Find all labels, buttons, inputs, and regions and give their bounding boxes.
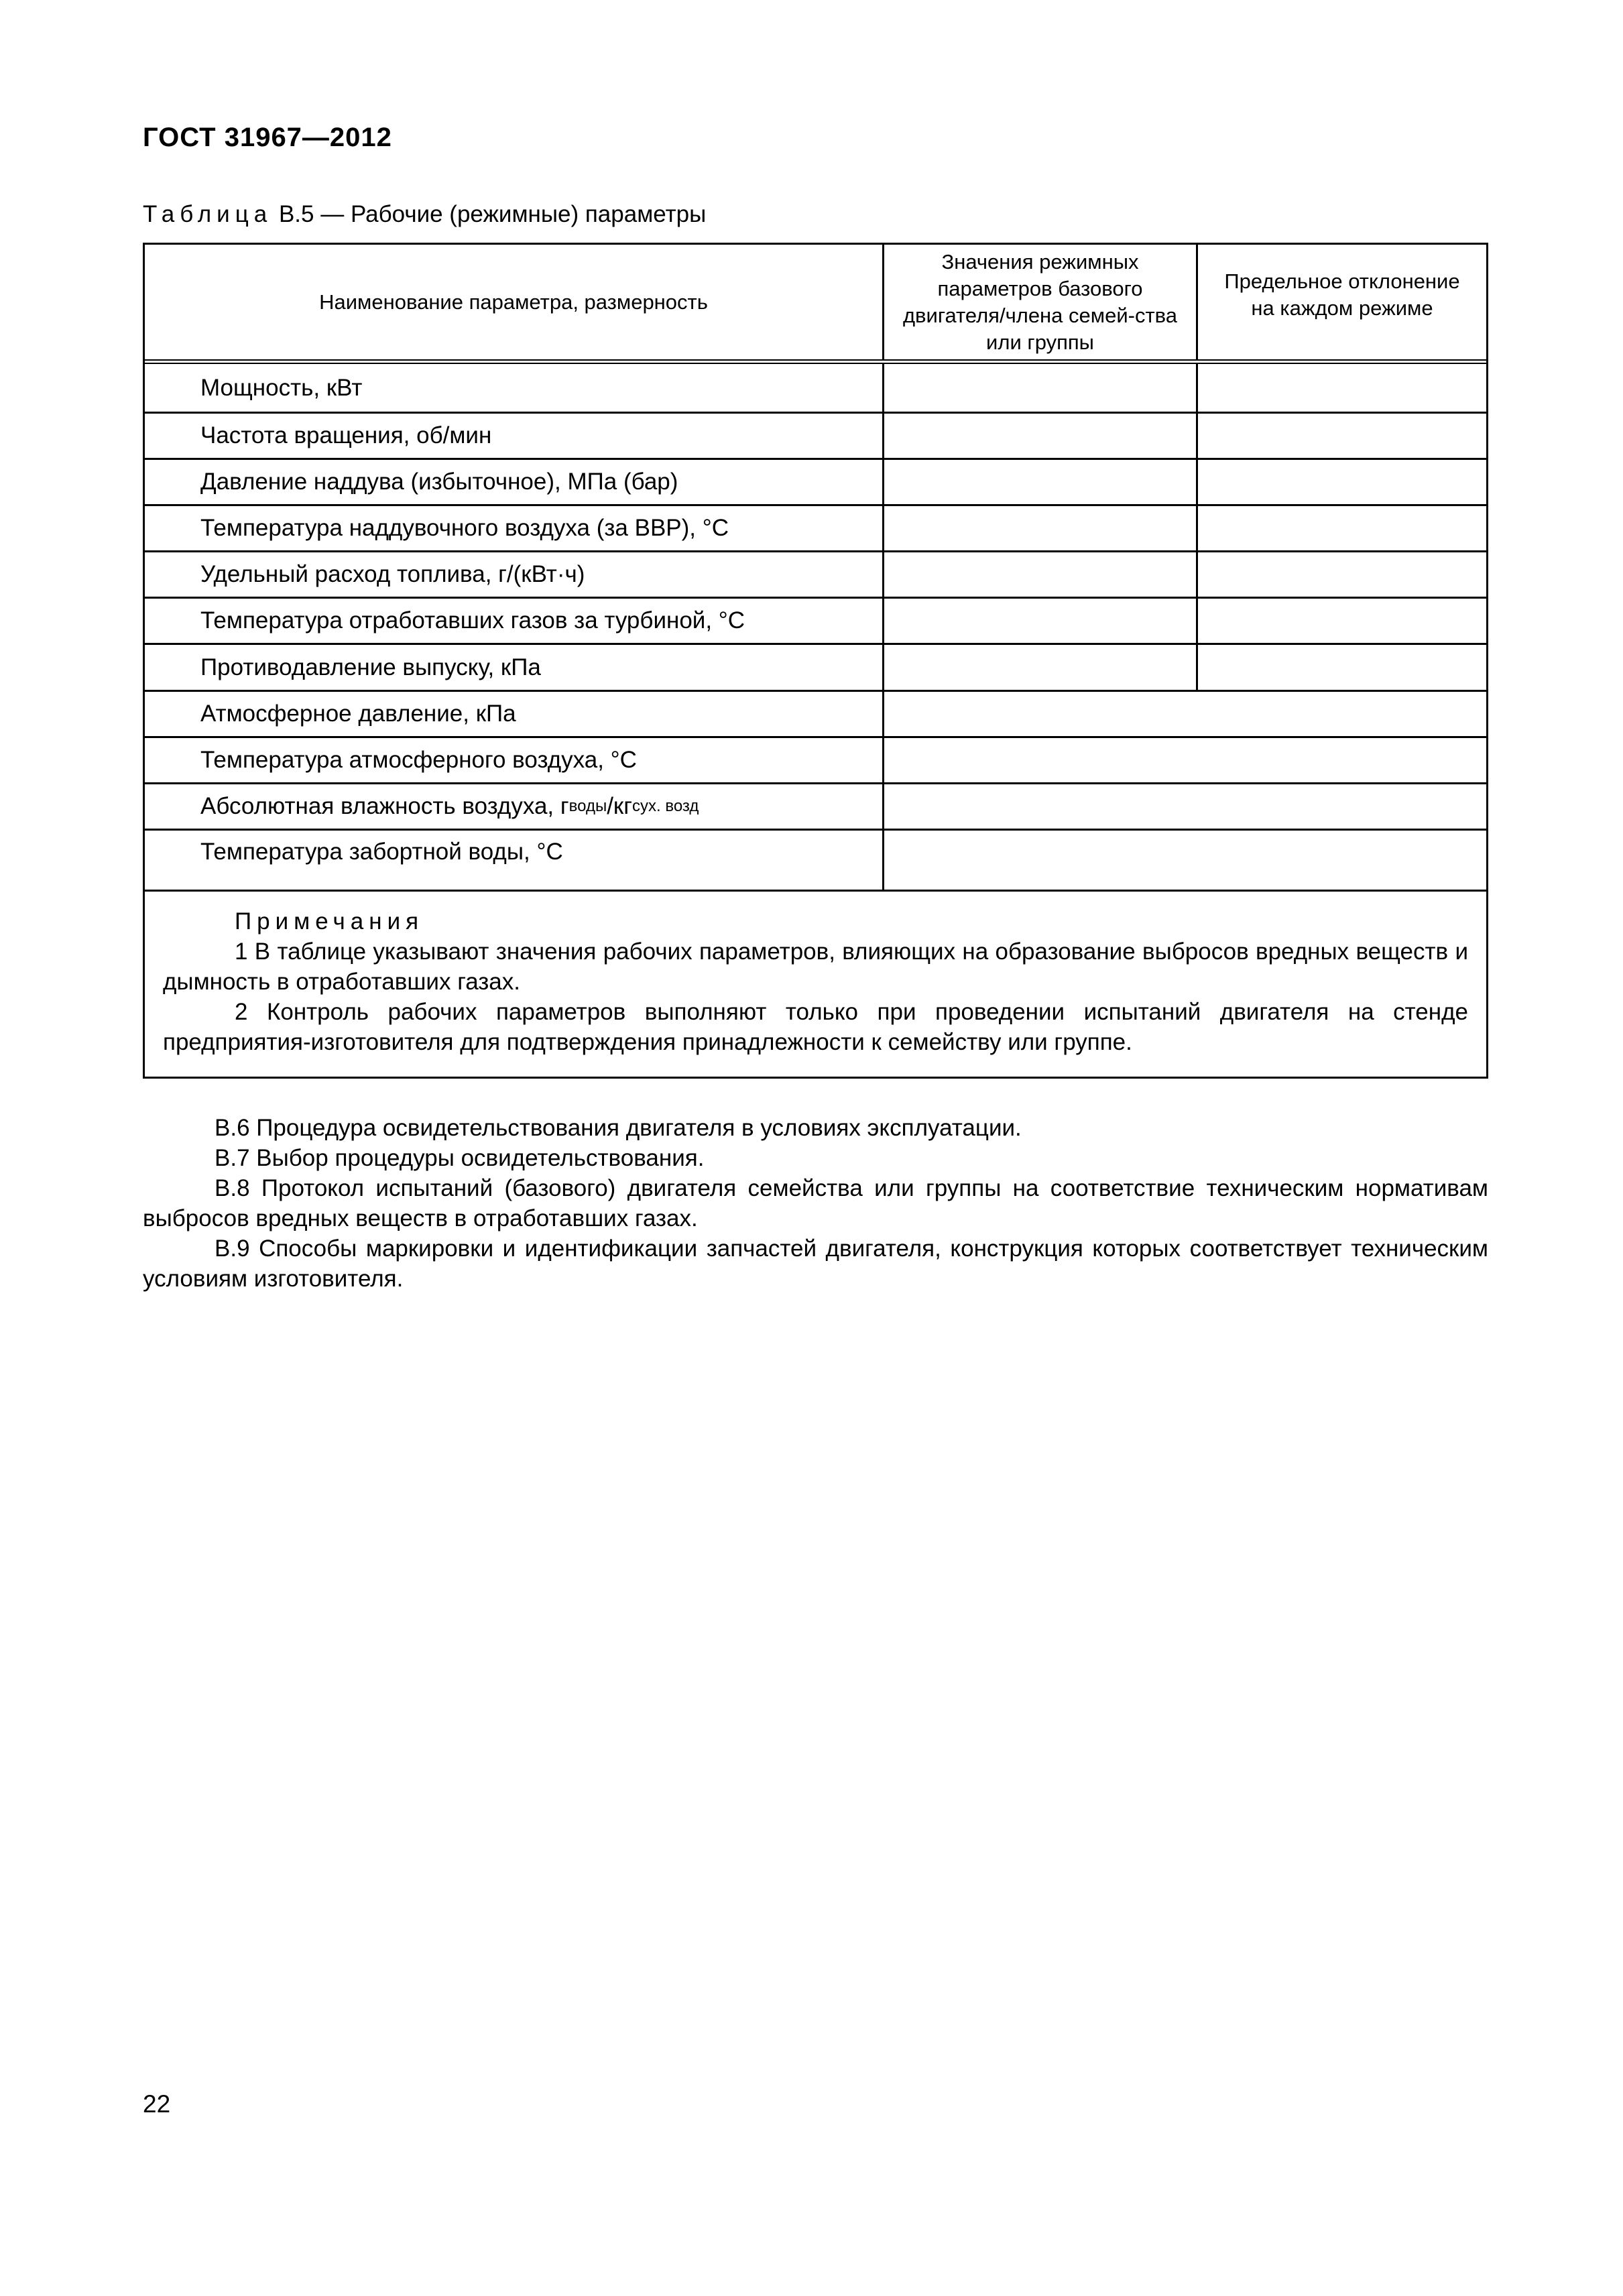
table-row — [145, 643, 1486, 690]
row-label: Атмосферное давление, кПа — [200, 701, 516, 727]
table-notes — [145, 890, 1486, 1077]
deviation-cell — [1196, 506, 1486, 550]
page-number: 22 — [143, 2090, 171, 2118]
deviation-cell — [1196, 645, 1486, 690]
row-label-mid: /кг — [607, 793, 633, 819]
table-row — [145, 504, 1486, 550]
merged-value-cell — [882, 784, 1486, 829]
row-label: Противодавление выпуску, кПа — [200, 654, 541, 680]
row-label: Удельный расход топлива, г/(кВт·ч) — [200, 561, 585, 587]
table-caption-text: В.5 — Рабочие (режимные) параметры — [272, 201, 707, 227]
paragraph: В.9 Способы маркировки и идентификации запчастей двигателя, конструкция которых соответствует техническим условиям изготовителя. — [143, 1235, 1488, 1292]
value-cell — [882, 645, 1196, 690]
notes-heading: Примечания — [235, 908, 424, 934]
row-label: Мощность, кВт — [200, 374, 363, 401]
merged-value-cell — [882, 831, 1486, 890]
merged-value-cell — [882, 738, 1486, 782]
body-text — [143, 1113, 1488, 1294]
row-label: Температура забортной воды, °С — [200, 839, 563, 865]
document-title: ГОСТ 31967—2012 — [143, 123, 392, 152]
value-cell — [882, 552, 1196, 597]
value-cell — [882, 599, 1196, 643]
paragraph: В.7 Выбор процедуры освидетельствования. — [215, 1145, 705, 1171]
row-label: Температура отработавших газов за турбиной, °С — [200, 607, 745, 633]
table-row — [145, 829, 1486, 890]
value-cell — [882, 506, 1196, 550]
table-row — [145, 412, 1486, 458]
table-row — [145, 690, 1486, 736]
value-cell — [882, 460, 1196, 504]
deviation-cell — [1196, 552, 1486, 597]
deviation-cell — [1196, 414, 1486, 458]
row-label-sub-dry-air: сух. возд — [632, 797, 699, 815]
table-caption — [143, 201, 706, 228]
table-row — [145, 364, 1486, 412]
paragraph: В.8 Протокол испытаний (базового) двигателя семейства или группы на соответствие техническим нормативам выбросов вредных веществ в отработавших газах. — [143, 1175, 1488, 1231]
column-header-parameter: Наименование параметра, размерность — [319, 290, 708, 314]
parameters-table — [143, 243, 1488, 1079]
column-header-values: Значения режимных параметров базового двигателя/члена семей-ства или группы — [882, 245, 1196, 359]
note-item: 1 В таблице указывают значения рабочих параметров, влияющих на образование выбросов вредных веществ и дымность в отработавших газах. — [163, 939, 1468, 995]
row-label-sub-water: воды — [568, 797, 607, 815]
row-label: Температура атмосферного воздуха, °С — [200, 747, 637, 773]
row-label: Частота вращения, об/мин — [200, 422, 492, 448]
merged-value-cell — [882, 692, 1486, 736]
column-header-deviation: Предельное отклонение на каждом режиме — [1196, 245, 1486, 359]
table-caption-label: Таблица — [143, 201, 273, 227]
paragraph: В.6 Процедура освидетельствования двигателя в условиях эксплуатации. — [215, 1115, 1022, 1141]
note-item: 2 Контроль рабочих параметров выполняют только при проведении испытаний двигателя на стенде предприятия-изготовителя для подтверждения принадлежности к семейству или группе. — [163, 999, 1468, 1055]
row-label: Температура наддувочного воздуха (за ВВР), °С — [200, 515, 729, 541]
value-cell — [882, 364, 1196, 412]
deviation-cell — [1196, 599, 1486, 643]
table-header — [145, 245, 1486, 364]
table-row — [145, 782, 1486, 829]
table-row — [145, 458, 1486, 504]
table-row — [145, 597, 1486, 643]
deviation-cell — [1196, 460, 1486, 504]
table-row — [145, 550, 1486, 597]
row-label — [200, 784, 699, 829]
row-label-main: Абсолютная влажность воздуха, г — [200, 793, 569, 819]
deviation-cell — [1196, 364, 1486, 412]
table-row — [145, 736, 1486, 782]
row-label: Давление наддува (избыточное), МПа (бар) — [200, 469, 678, 495]
value-cell — [882, 414, 1196, 458]
